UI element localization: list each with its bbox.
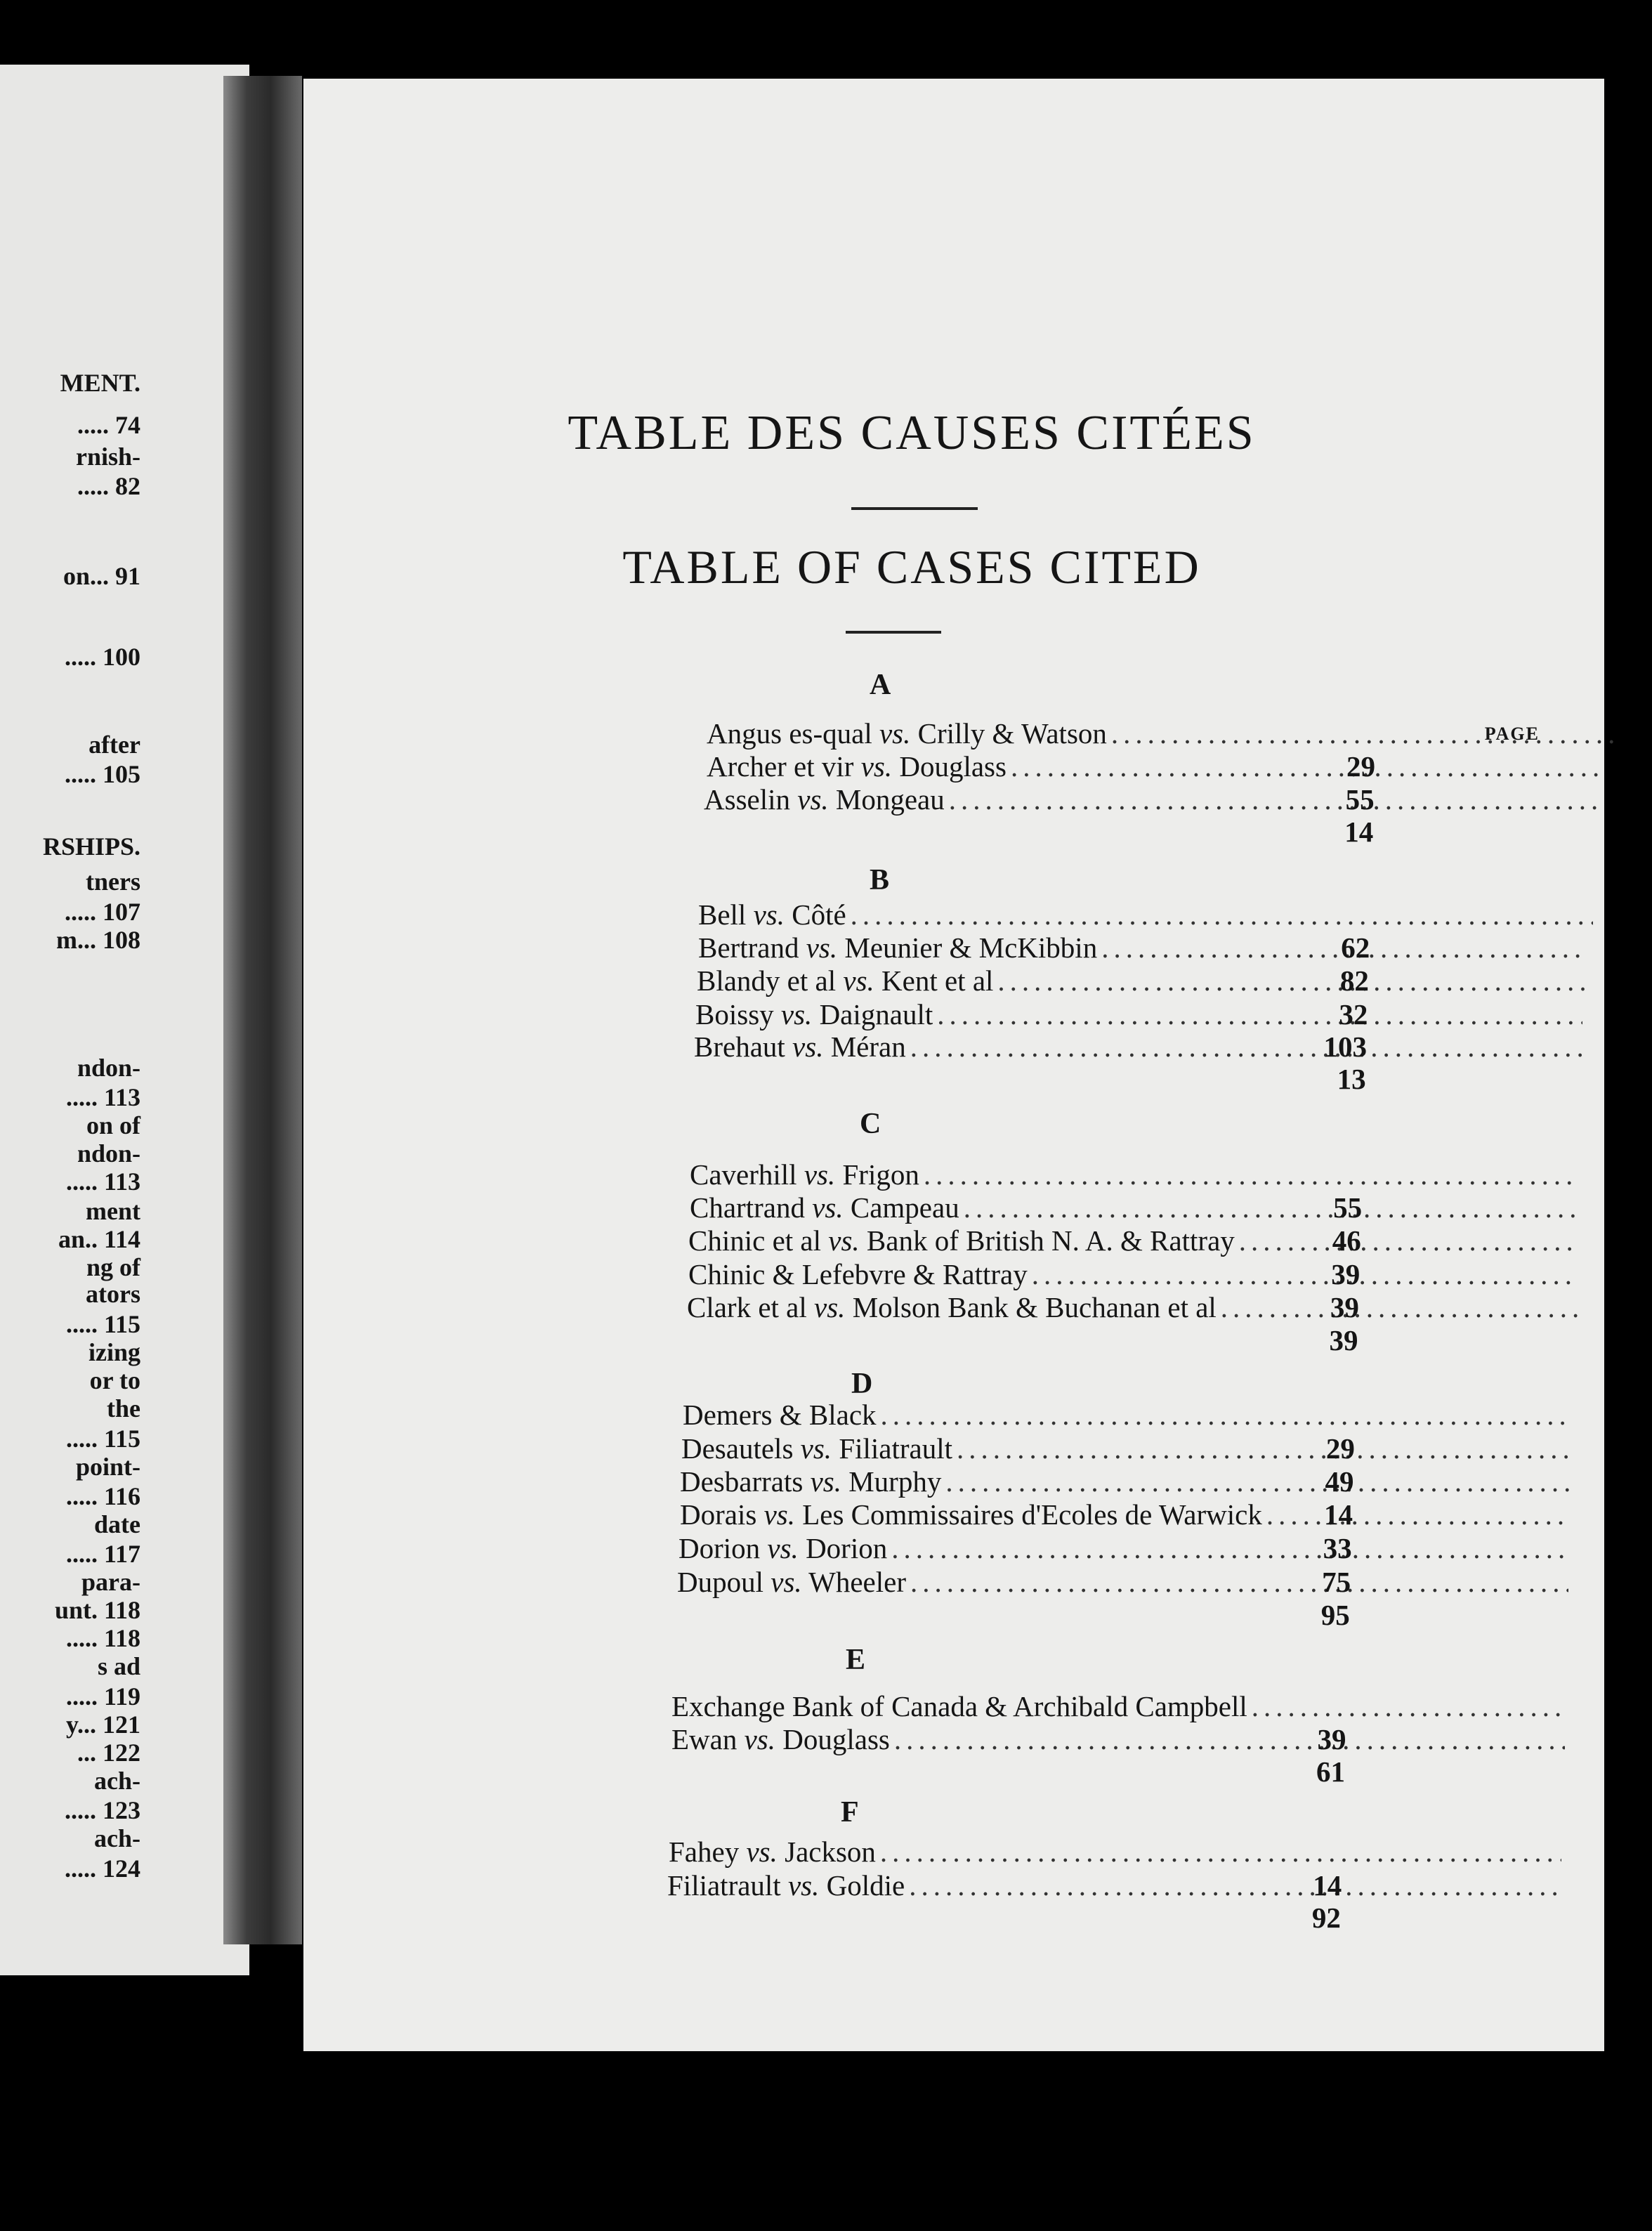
versus-abbrev: vs. [804, 1158, 836, 1191]
facing-page-line: ach- [94, 1767, 140, 1795]
case-entry [680, 1498, 1575, 1531]
page-title-english: TABLE OF CASES CITED [622, 540, 1201, 594]
case-entry [678, 1531, 1575, 1565]
facing-page-line: para- [81, 1568, 140, 1596]
facing-page-line: point- [75, 1453, 140, 1481]
section-letter: A [870, 669, 891, 701]
dot-leader [949, 783, 1600, 816]
case-entry [695, 997, 1587, 1031]
dot-leader [997, 964, 1586, 997]
case-entry [667, 1869, 1563, 1902]
case-name: Blandy et al vs. Kent et al [697, 964, 994, 997]
facing-page-line: ..... 119 [65, 1682, 140, 1710]
facing-page-line: ..... 82 [77, 472, 140, 500]
page-number: 39 [1317, 1723, 1346, 1755]
facing-page-line: on... 91 [63, 562, 140, 590]
case-name: Ewan vs. Douglass [671, 1723, 890, 1755]
facing-page-line: ach- [94, 1824, 140, 1852]
case-entry [704, 783, 1604, 816]
page-number: 14 [1324, 1498, 1353, 1531]
case-name: Caverhill vs. Frigon [690, 1158, 919, 1191]
page-number: 61 [1316, 1755, 1346, 1788]
versus-abbrev: vs. [797, 783, 829, 816]
case-name: Fahey vs. Jackson [669, 1836, 876, 1868]
dot-leader [881, 1398, 1572, 1432]
page-number: 49 [1325, 1465, 1354, 1498]
page-number: 14 [1344, 816, 1374, 848]
dot-leader [880, 1835, 1561, 1869]
versus-abbrev: vs. [767, 1532, 799, 1564]
case-name: Dorion vs. Dorion [678, 1532, 888, 1564]
section-letter: C [860, 1108, 881, 1140]
page-number: 75 [1322, 1566, 1351, 1598]
dot-leader [1239, 1224, 1578, 1257]
section-letter: B [870, 864, 890, 896]
page-number: 13 [1337, 1063, 1366, 1095]
page-number: 29 [1325, 1432, 1355, 1465]
page-number: 62 [1341, 931, 1370, 964]
versus-abbrev: vs. [860, 750, 893, 783]
case-name: Asselin vs. Mongeau [704, 783, 945, 816]
page-number: 103 [1323, 1031, 1368, 1063]
page-number: 46 [1332, 1224, 1361, 1257]
dot-leader [1011, 750, 1600, 783]
versus-abbrev: vs. [812, 1191, 844, 1224]
case-entry [690, 1191, 1583, 1224]
page-number: 55 [1345, 783, 1375, 816]
page-number: 14 [1313, 1869, 1342, 1902]
case-name: Exchange Bank of Canada & Archibald Campbell [671, 1690, 1247, 1722]
case-name: Chinic & Lefebvre & Rattray [688, 1258, 1028, 1290]
facing-page-line: ... 122 [77, 1739, 140, 1767]
case-name: Boissy vs. Daignault [695, 998, 933, 1031]
dot-leader [957, 1432, 1571, 1465]
case-entry [669, 1835, 1566, 1869]
case-entry [687, 1290, 1582, 1324]
facing-page-line: date [94, 1510, 140, 1538]
facing-page-line: the [107, 1394, 140, 1422]
versus-abbrev: vs. [800, 1432, 832, 1465]
case-name: Dorais vs. Les Commissaires d'Ecoles de Warwick [680, 1498, 1262, 1531]
facing-page-line: ndon- [77, 1139, 140, 1167]
case-name: Desautels vs. Filiatrault [681, 1432, 953, 1465]
page-number: 95 [1320, 1599, 1350, 1631]
facing-page-line: ..... 123 [65, 1796, 140, 1824]
facing-page-line: after [88, 731, 140, 759]
title-rule [846, 631, 941, 634]
versus-abbrev: vs. [828, 1224, 860, 1257]
facing-page [0, 65, 249, 1975]
versus-abbrev: vs. [763, 1498, 795, 1531]
dot-leader [910, 1565, 1568, 1599]
page-number: 33 [1323, 1532, 1352, 1564]
versus-abbrev: vs. [806, 931, 838, 964]
facing-page-line: ..... 117 [65, 1540, 140, 1568]
facing-page-line: MENT. [60, 369, 140, 397]
facing-page-line: ..... 113 [65, 1083, 140, 1111]
case-entry [671, 1689, 1569, 1723]
case-entry [694, 1030, 1587, 1064]
facing-page-line: unt. 118 [54, 1596, 140, 1624]
facing-page-line: y... 121 [65, 1710, 140, 1739]
case-entry [707, 717, 1618, 750]
facing-page-line: ..... 115 [65, 1310, 140, 1338]
case-entry [683, 1398, 1576, 1432]
case-name: Dupoul vs. Wheeler [677, 1566, 907, 1598]
dot-leader [891, 1531, 1571, 1565]
case-name: Filiatrault vs. Goldie [667, 1869, 905, 1902]
page-number: 39 [1329, 1324, 1358, 1356]
page-number: 39 [1330, 1291, 1359, 1323]
versus-abbrev: vs. [780, 998, 813, 1031]
case-entry [680, 1465, 1575, 1498]
index-page [303, 79, 1604, 2051]
case-entry [698, 898, 1597, 931]
facing-page-line: ment [86, 1197, 140, 1225]
dot-leader [910, 1030, 1582, 1064]
section-letter: D [851, 1368, 873, 1400]
facing-page-line: or to [89, 1366, 140, 1394]
case-name: Chartrand vs. Campeau [690, 1191, 959, 1224]
case-entry [681, 1432, 1575, 1465]
section-letter: E [846, 1644, 866, 1676]
facing-page-line: ..... 124 [65, 1854, 140, 1883]
facing-page-line: ..... 105 [65, 760, 140, 788]
case-entry [688, 1224, 1582, 1257]
case-name: Chinic et al vs. Bank of British N. A. & Rattray [688, 1224, 1235, 1257]
page-number: 92 [1311, 1902, 1341, 1934]
facing-page-line: ..... 107 [65, 898, 140, 926]
versus-abbrev: vs. [746, 1836, 778, 1868]
versus-abbrev: vs. [787, 1869, 820, 1902]
case-entry [707, 750, 1604, 783]
title-rule [851, 507, 978, 510]
case-name: Desbarrats vs. Murphy [680, 1465, 942, 1498]
dot-leader [964, 1191, 1579, 1224]
page-number: 32 [1339, 998, 1368, 1031]
book-gutter [223, 76, 302, 1944]
case-name: Bertrand vs. Meunier & McKibbin [698, 931, 1098, 964]
case-name: Archer et vir vs. Douglass [707, 750, 1007, 783]
facing-page-line: s ad [97, 1652, 140, 1680]
case-entry [677, 1565, 1573, 1599]
versus-abbrev: vs. [879, 717, 911, 750]
versus-abbrev: vs. [744, 1723, 776, 1755]
facing-page-line: on of [86, 1111, 140, 1139]
facing-page-line: ..... 116 [65, 1482, 140, 1510]
facing-page-line: ..... 100 [65, 643, 140, 671]
versus-abbrev: vs. [810, 1465, 841, 1498]
page-column-label: PAGE [1484, 724, 1540, 744]
facing-page-line: rnish- [75, 443, 140, 471]
versus-abbrev: vs. [843, 964, 874, 997]
case-entry [690, 1158, 1583, 1191]
versus-abbrev: vs. [771, 1566, 802, 1598]
facing-page-line: tners [86, 868, 140, 896]
facing-page-line: ng of [86, 1253, 140, 1281]
dot-leader [1111, 717, 1614, 750]
case-entry [697, 964, 1590, 997]
case-name: Bell vs. Côté [698, 898, 846, 931]
case-name: Demers & Black [683, 1399, 877, 1431]
page-number: 29 [1346, 750, 1375, 783]
dot-leader [851, 898, 1593, 931]
dot-leader [909, 1869, 1559, 1902]
facing-page-line: ..... 115 [65, 1425, 140, 1453]
case-name: Angus es-qual vs. Crilly & Watson [707, 717, 1107, 750]
versus-abbrev: vs. [792, 1031, 824, 1063]
dot-leader [937, 997, 1582, 1031]
dot-leader [894, 1722, 1565, 1756]
facing-page-line: ..... 118 [65, 1624, 140, 1652]
dot-leader [1252, 1689, 1565, 1723]
case-entry [688, 1257, 1582, 1291]
dot-leader [945, 1465, 1571, 1498]
dot-leader [1221, 1290, 1578, 1324]
case-name: Brehaut vs. Méran [694, 1031, 906, 1063]
facing-page-line: izing [88, 1338, 140, 1366]
page-title-french: TABLE DES CAUSES CITÉES [568, 406, 1256, 460]
case-entry [671, 1722, 1569, 1756]
section-letter: F [841, 1796, 859, 1828]
facing-page-line: ..... 74 [77, 411, 140, 439]
page-number: 39 [1331, 1258, 1361, 1290]
page-number: 55 [1333, 1191, 1363, 1224]
facing-page-line: m... 108 [56, 926, 140, 954]
versus-abbrev: vs. [753, 898, 785, 931]
case-entry [698, 931, 1590, 964]
facing-page-line: RSHIPS. [42, 832, 140, 861]
facing-page-line: ..... 113 [65, 1167, 140, 1196]
facing-page-line: ators [86, 1280, 140, 1308]
case-name: Clark et al vs. Molson Bank & Buchanan et al [687, 1291, 1217, 1323]
facing-page-line: an.. 114 [58, 1225, 140, 1253]
page-number: 82 [1339, 964, 1369, 997]
dot-leader [924, 1158, 1579, 1191]
versus-abbrev: vs. [814, 1291, 846, 1323]
facing-page-line: ndon- [77, 1054, 140, 1082]
